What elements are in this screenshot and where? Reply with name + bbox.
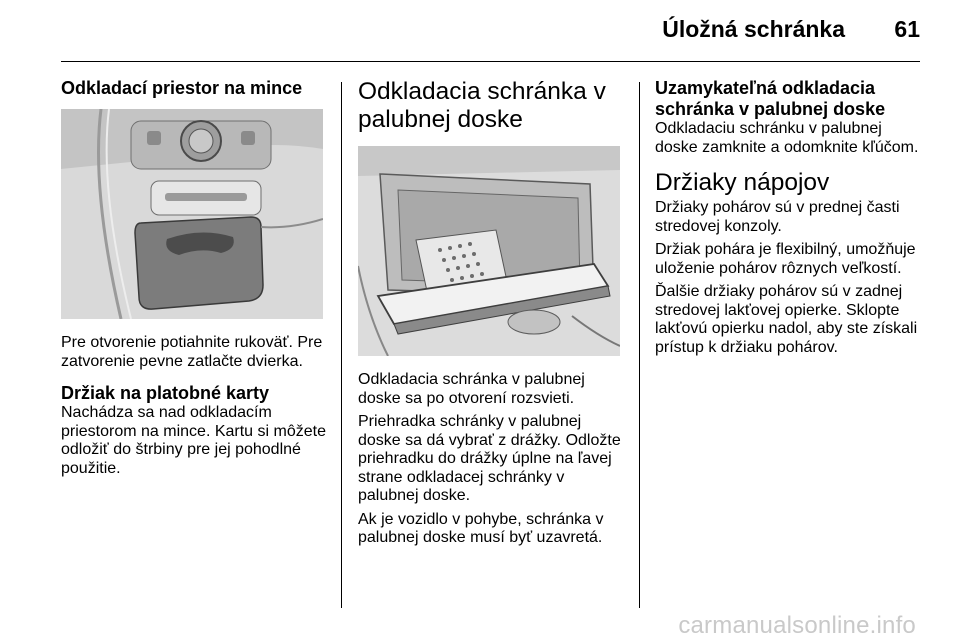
glovebox-closed-text: Ak je vozidlo v pohybe, schránka v palubnej doske musí byť uzavretá. (358, 510, 604, 546)
header-rule (61, 61, 920, 62)
cupholders-rear-text: Ďalšie držiaky pohárov sú v zadnej stredovej lakťovej opierke. Sklopte lakťovú opierku nadol, aby ste získali prístup k držiaku pohárov. (655, 283, 918, 356)
glovebox-tray-text: Priehradka schránky v palubnej doske sa dá vybrať z drážky. Odložte priehradku do drážky úplne na ľavej strane odkladacej schránky v palubnej doske. (358, 413, 621, 504)
card-holder-heading: Držiak na platobné karty (61, 383, 270, 403)
cupholders-heading: Držiaky nápojov (655, 169, 830, 196)
column-2 (358, 78, 624, 548)
lockable-glovebox-heading: Uzamykateľná odkladacia schránka v palubnej doske (655, 78, 886, 119)
cupholders-front-text: Držiaky pohárov sú v prednej časti stredovej konzoly. (655, 199, 900, 235)
glovebox-illustration (358, 146, 620, 356)
coin-storage-heading: Odkladací priestor na mince (61, 78, 303, 98)
coin-storage-illustration (61, 109, 323, 319)
glovebox-heading: Odkladacia schránka v palubnej doske (358, 78, 606, 133)
page-header-title: Úložná schránka (662, 16, 845, 42)
lockable-glovebox-text: Odkladaciu schránku v palubnej doske zamknite a odomknite kľúčom. (655, 120, 919, 156)
card-holder-text: Nachádza sa nad odkladacím priestorom na mince. Kartu si môžete odložiť do štrbiny pre jej pohodlné použitie. (61, 404, 326, 477)
column-divider-2 (639, 82, 640, 608)
column-3 (655, 78, 923, 357)
page-number: 61 (894, 16, 920, 42)
watermark: carmanualsonline.info (678, 612, 916, 639)
column-1 (61, 78, 329, 478)
glovebox-light-text: Odkladacia schránka v palubnej doske sa po otvorení rozsvieti. (358, 371, 585, 407)
column-divider-1 (341, 82, 342, 608)
coin-storage-caption: Pre otvorenie potiahnite rukoväť. Pre zatvorenie pevne zatlačte dvierka. (61, 334, 323, 370)
cupholders-flexible-text: Držiak pohára je flexibilný, umožňuje uloženie pohárov rôznych veľkostí. (655, 241, 916, 277)
